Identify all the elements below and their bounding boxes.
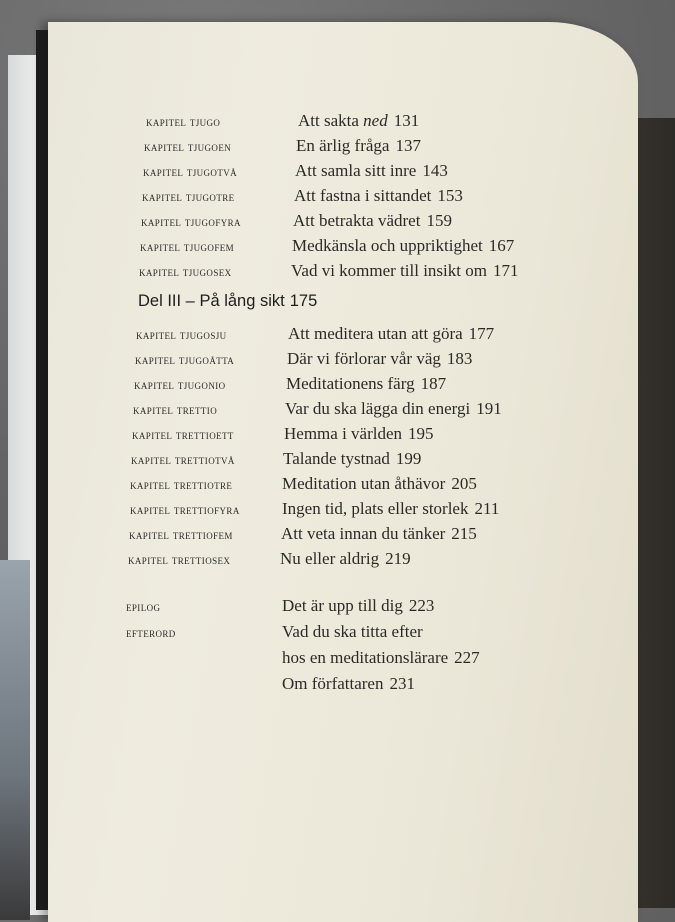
toc-entry <box>133 399 502 419</box>
toc-entry <box>143 161 448 181</box>
page-number: 227 <box>454 648 480 667</box>
page-number: 137 <box>395 136 421 155</box>
toc-entry <box>135 349 472 369</box>
chapter-label: kapitel tjugoen <box>144 140 232 154</box>
part-heading <box>138 292 317 311</box>
chapter-label: kapitel tjugofyra <box>141 215 241 229</box>
section-label: efterord <box>126 626 176 640</box>
toc-entry <box>132 424 434 444</box>
toc-entry <box>130 499 499 519</box>
chapter-label: kapitel trettiosex <box>128 553 231 567</box>
chapter-title: Hemma i världen <box>284 424 403 443</box>
toc-entry <box>126 648 480 668</box>
left-page-photo <box>0 560 30 920</box>
toc-entry <box>140 236 514 256</box>
section-label: epilog <box>126 600 161 614</box>
chapter-title: Meditationens färg <box>286 374 415 393</box>
section-title: hos en meditationslärare <box>282 648 449 667</box>
toc-page <box>48 22 638 922</box>
chapter-label: kapitel tjugosju <box>136 328 227 342</box>
chapter-title: Att sakta ned <box>298 111 388 130</box>
toc-entry <box>139 261 518 281</box>
toc-entry <box>130 474 477 494</box>
toc-entry <box>136 324 494 344</box>
chapter-title: Medkänsla och uppriktighet <box>292 236 483 255</box>
chapter-label: kapitel trettio <box>133 403 218 417</box>
chapter-label: kapitel tjugoåtta <box>135 353 235 367</box>
toc-entry <box>134 374 446 394</box>
page-number: 215 <box>451 524 477 543</box>
chapter-label: kapitel trettiofem <box>129 528 233 542</box>
page-number: 177 <box>468 324 495 343</box>
toc-entry <box>141 211 452 231</box>
chapter-title: Att veta innan du tänker <box>281 524 446 543</box>
chapter-label: kapitel tjugofem <box>140 240 235 254</box>
page-number: 223 <box>408 596 435 615</box>
toc-entry <box>146 111 419 131</box>
chapter-label: kapitel trettioett <box>132 428 234 442</box>
page-number: 187 <box>420 374 447 393</box>
part-page: 175 <box>289 292 318 310</box>
chapter-title: Meditation utan åthävor <box>282 474 446 493</box>
page-number: 171 <box>492 261 519 280</box>
section-title: Det är upp till dig <box>282 596 403 615</box>
chapter-title: Där vi förlorar vår väg <box>287 349 441 368</box>
chapter-label: kapitel tjugo <box>146 115 221 129</box>
chapter-title: En ärlig fråga <box>296 136 390 155</box>
section-title: Om författaren <box>282 674 384 693</box>
toc-entry <box>129 524 477 544</box>
chapter-title: Att meditera utan att göra <box>288 324 463 343</box>
page-number: 211 <box>474 499 500 518</box>
page-number: 191 <box>476 399 502 418</box>
toc-entry <box>126 596 434 616</box>
chapter-title: Vad vi kommer till insikt om <box>291 261 487 280</box>
page-number: 143 <box>422 161 448 180</box>
page-number: 153 <box>437 186 463 205</box>
page-number: 131 <box>393 111 420 130</box>
page-number: 199 <box>395 449 422 468</box>
chapter-title: Ingen tid, plats eller storlek <box>282 499 469 518</box>
page-number: 219 <box>385 549 411 568</box>
chapter-label: kapitel trettiotre <box>130 478 233 492</box>
toc-entry <box>126 674 415 694</box>
page-number: 205 <box>451 474 477 493</box>
toc-entry <box>126 622 429 642</box>
toc-entry <box>128 549 411 569</box>
toc-entry <box>131 449 421 469</box>
chapter-title: Att betrakta vädret <box>293 211 421 230</box>
chapter-label: kapitel tjugotvå <box>143 165 238 179</box>
part-title: Del III – På lång sikt <box>138 292 285 310</box>
toc-entry <box>144 136 421 156</box>
toc-entry <box>142 186 463 206</box>
chapter-label: kapitel tjugosex <box>139 265 232 279</box>
chapter-label: kapitel trettiotvå <box>131 453 235 467</box>
section-title: Vad du ska titta efter <box>282 622 423 641</box>
page-number: 183 <box>446 349 473 368</box>
page-number: 167 <box>488 236 515 255</box>
chapter-title: Var du ska lägga din energi <box>285 399 471 418</box>
chapter-title: Att samla sitt inre <box>295 161 417 180</box>
chapter-title: Nu eller aldrig <box>280 549 380 568</box>
page-number: 195 <box>408 424 434 443</box>
chapter-title: Att fastna i sittandet <box>294 186 432 205</box>
chapter-label: kapitel tjugonio <box>134 378 226 392</box>
chapter-label: kapitel tjugotre <box>142 190 235 204</box>
chapter-title: Talande tystnad <box>283 449 390 468</box>
page-number: 231 <box>389 674 415 693</box>
page-number: 159 <box>426 211 452 230</box>
chapter-label: kapitel trettiofyra <box>130 503 240 517</box>
